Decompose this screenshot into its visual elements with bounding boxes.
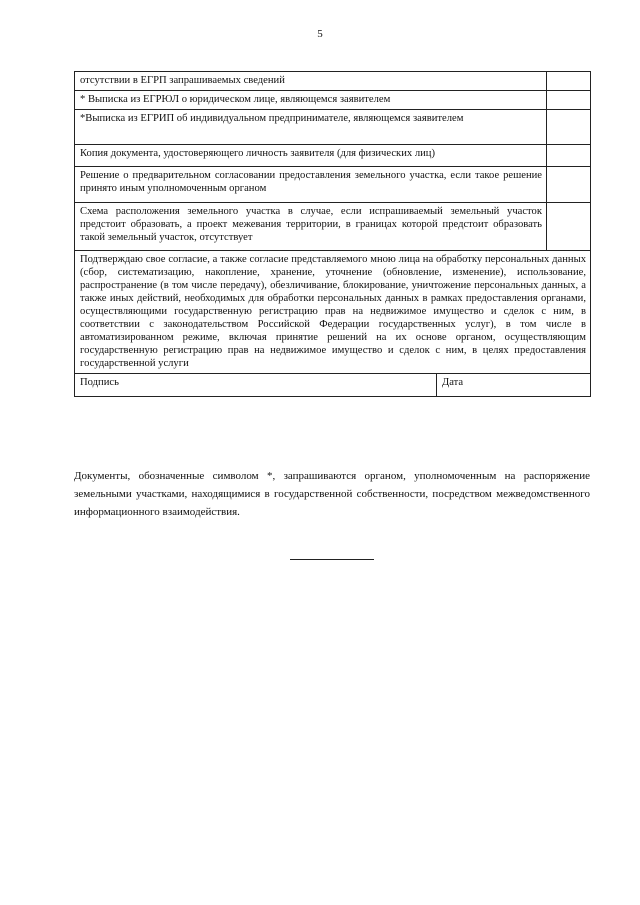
row-mark-cell[interactable]	[547, 167, 591, 203]
table-row	[75, 145, 591, 167]
table-row	[75, 203, 591, 251]
row-mark-cell[interactable]	[547, 91, 591, 110]
end-divider	[290, 559, 374, 560]
footnote: Документы, обозначенные символом *, запрашиваются органом, уполномоченным на распоряжение земельными участками, находящимися в государственной собственности, посредством межведомственного информационного взаимодействия.	[74, 470, 590, 518]
table-row	[75, 72, 591, 91]
row-mark-cell[interactable]	[547, 203, 591, 251]
table-row	[75, 167, 591, 203]
page-number: 5	[317, 28, 323, 40]
documents-table	[74, 71, 591, 397]
row-text: отсутствии в ЕГРП запрашиваемых сведений	[75, 72, 547, 91]
row-text: Схема расположения земельного участка в случае, если испрашиваемый земельный участок предстоит образовать, а проект межевания территории, в границах которой предстоит образовать такой земельный участок, отсутствует	[75, 203, 547, 251]
row-mark-cell[interactable]	[547, 145, 591, 167]
signature-field[interactable]: Подпись	[75, 374, 437, 397]
consent-text: Подтверждаю свое согласие, а также согласие представляемого мною лица на обработку персональных данных (сбор, систематизацию, накопление, хранение, уточнение (обновление, изменение), использование, распространение (в том числе передачу), обезличивание, блокирование, уничтожение персональных данных, а также иных действий, необходимых для обработки персональных данных в рамках предоставления органами, осуществляющими государственную регистрацию прав на недвижимое имущество и сделок с ним, в соответствии с законодательством Российской Федерации государственных услуг), в том числе в автоматизированном режиме, включая принятие решений на их основе органом, осуществляющим государственную регистрацию прав на недвижимое имущество и сделок с ним, в целях предоставления государственной услуги	[75, 251, 591, 374]
row-text: Решение о предварительном согласовании предоставления земельного участка, если такое решение принято иным уполномоченным органом	[75, 167, 547, 203]
row-text: Копия документа, удостоверяющего личность заявителя (для физических лиц)	[75, 145, 547, 167]
table-row	[75, 110, 591, 145]
row-mark-cell[interactable]	[547, 72, 591, 91]
signature-row	[75, 374, 591, 397]
consent-row	[75, 251, 591, 374]
row-text: *Выписка из ЕГРИП об индивидуальном предпринимателе, являющемся заявителем	[75, 110, 547, 145]
date-field[interactable]: Дата	[437, 374, 591, 397]
row-mark-cell[interactable]	[547, 110, 591, 145]
table-row	[75, 91, 591, 110]
row-text: * Выписка из ЕГРЮЛ о юридическом лице, являющемся заявителем	[75, 91, 547, 110]
